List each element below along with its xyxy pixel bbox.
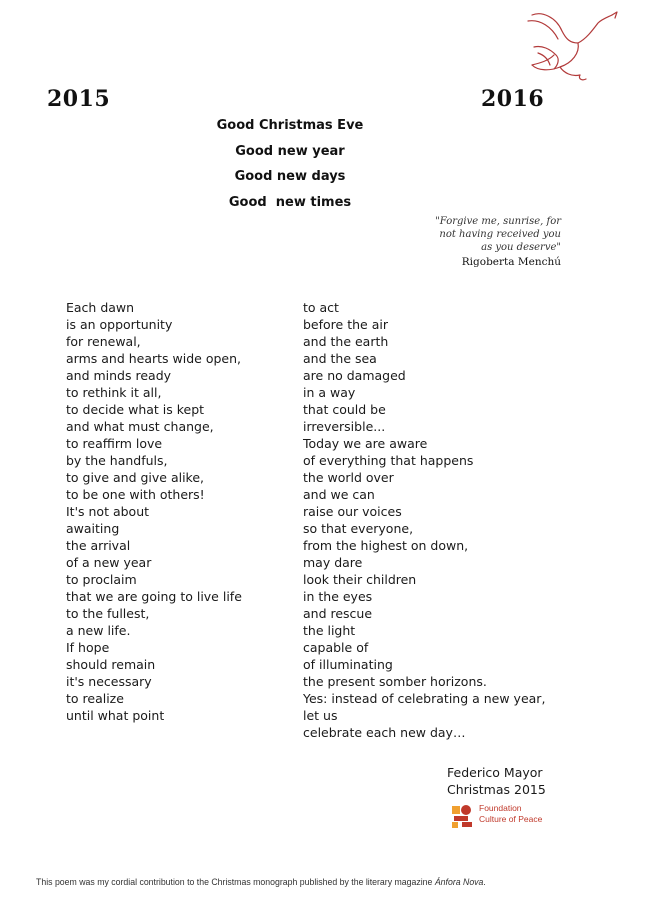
poem-line: should remain xyxy=(66,657,156,672)
foundation-logo xyxy=(450,800,570,834)
poem-line: Yes: instead of celebrating a new year, xyxy=(303,691,546,706)
logo-text xyxy=(479,803,542,825)
poem-line: awaiting xyxy=(66,521,120,536)
foundation-logo-icon xyxy=(450,802,476,830)
greeting-line: Good Christmas Eve xyxy=(216,118,364,133)
greeting-line: Good new days xyxy=(234,169,346,184)
poem-line: let us xyxy=(303,708,338,723)
poem-line: of a new year xyxy=(66,555,152,570)
poem-line: the world over xyxy=(303,470,394,485)
poem-line: until what point xyxy=(66,708,165,723)
poem-line: to realize xyxy=(66,691,124,706)
poem-line: Today we are aware xyxy=(303,436,428,451)
poem-line: of illuminating xyxy=(303,657,393,672)
dove-icon xyxy=(520,5,620,83)
quote-author: Rigoberta Menchú xyxy=(461,256,561,268)
footer-text: This poem was my cordial contribution to the Christmas monograph published by the literary magazine xyxy=(36,877,435,888)
logo-line: Foundation xyxy=(479,803,522,813)
poem-line: It's not about xyxy=(66,504,150,519)
poem-line: to reaffirm love xyxy=(66,436,163,451)
poem-line: the arrival xyxy=(66,538,131,553)
greeting-line: Good new times xyxy=(228,194,352,210)
poem-line: and what must change, xyxy=(66,419,214,434)
poem-line: is an opportunity xyxy=(66,317,173,332)
poem-line: of everything that happens xyxy=(303,453,474,468)
poem-line: to proclaim xyxy=(66,572,137,587)
signature-date: Christmas 2015 xyxy=(447,782,546,797)
poem-right-column xyxy=(303,299,553,741)
poem-line: celebrate each new day… xyxy=(303,725,466,740)
year-2016: 2016 xyxy=(481,86,545,112)
poem-line: raise our voices xyxy=(303,504,402,519)
poem-line: may dare xyxy=(303,555,363,570)
poem-line: in a way xyxy=(303,385,356,400)
poem-line: and rescue xyxy=(303,606,373,621)
poem-line: If hope xyxy=(66,640,110,655)
greeting-line: Good new year xyxy=(235,143,345,159)
poem-line: and minds ready xyxy=(66,368,172,383)
poem-left-column xyxy=(66,299,266,724)
poem-line: from the highest on down, xyxy=(303,538,469,553)
poem-line: in the eyes xyxy=(303,589,373,604)
year-2015: 2015 xyxy=(47,86,111,112)
poem-line: to act xyxy=(303,300,339,315)
poem-line: irreversible... xyxy=(303,419,386,434)
logo-line: Culture of Peace xyxy=(479,814,543,824)
poem-line: for renewal, xyxy=(66,334,141,349)
poem-line: the light xyxy=(303,623,356,638)
poem-line: to decide what is kept xyxy=(66,402,205,417)
quote-line: not having received you xyxy=(439,229,561,240)
poem-line: to give and give alike, xyxy=(66,470,205,485)
poem-line: it's necessary xyxy=(66,674,152,689)
poem-line: by the handfuls, xyxy=(66,453,168,468)
poem-line: are no damaged xyxy=(303,368,406,383)
poem-line: that could be xyxy=(303,402,386,417)
poem-line: so that everyone, xyxy=(303,521,414,536)
poem-line: and the earth xyxy=(303,334,389,349)
poem-line: to rethink it all, xyxy=(66,385,162,400)
poem-line: the present somber horizons. xyxy=(303,674,487,689)
author-name: Federico Mayor xyxy=(447,765,543,780)
poem-line: Each dawn xyxy=(66,300,135,315)
signature-block xyxy=(447,764,546,798)
poem-line: and we can xyxy=(303,487,375,502)
magazine-name: Ánfora Nova xyxy=(434,877,484,888)
poem-line: look their children xyxy=(303,572,417,587)
quote-line: as you deserve" xyxy=(481,242,561,253)
poem-line: that we are going to live life xyxy=(66,589,242,604)
poem-line: and the sea xyxy=(303,351,377,366)
poem-line: capable of xyxy=(303,640,369,655)
poem-line: a new life. xyxy=(66,623,131,638)
footer-end: . xyxy=(483,877,486,888)
greetings-block xyxy=(180,113,400,215)
poem-line: before the air xyxy=(303,317,388,332)
poem-line: to the fullest, xyxy=(66,606,150,621)
quote-line: "Forgive me, sunrise, for xyxy=(435,216,561,227)
poem-line: to be one with others! xyxy=(66,487,205,502)
poem-line: arms and hearts wide open, xyxy=(66,351,241,366)
footer-note xyxy=(36,877,486,888)
epigraph-quote xyxy=(380,215,561,254)
